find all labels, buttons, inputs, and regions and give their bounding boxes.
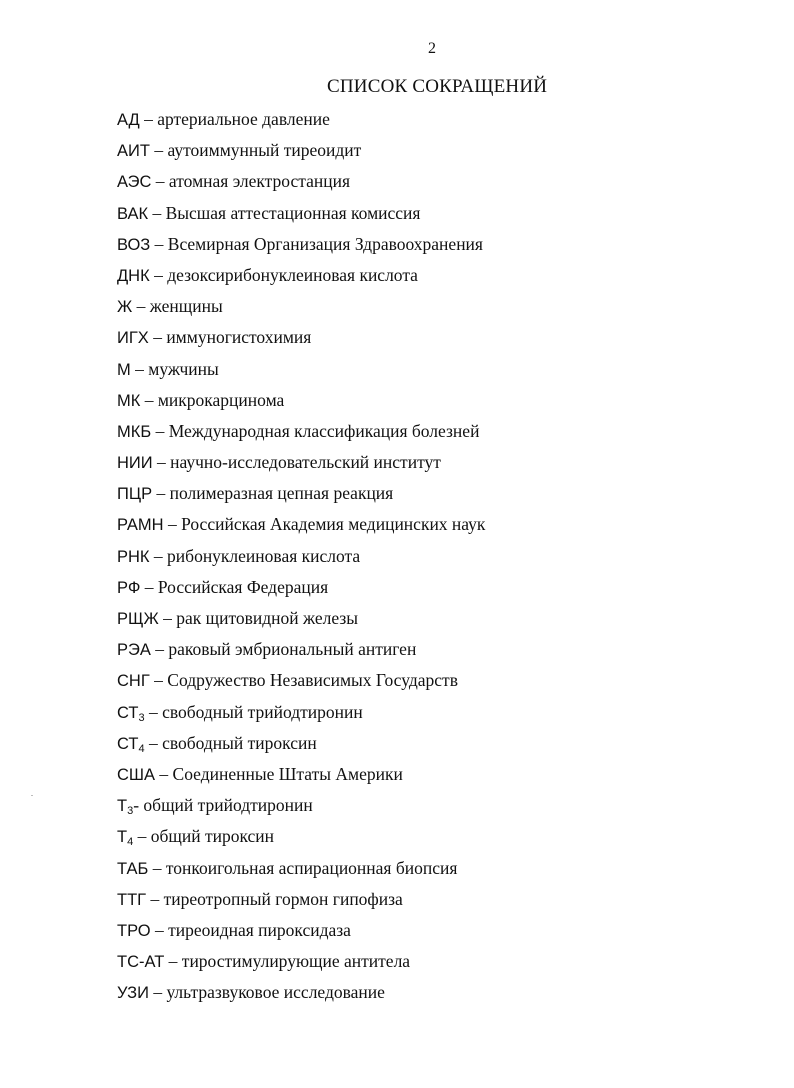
abbreviation-definition: атомная электростанция	[168, 171, 351, 192]
abbreviation-entry	[117, 418, 485, 449]
abbreviation-entry	[117, 324, 485, 355]
abbreviation-term	[117, 704, 145, 722]
page-title: СПИСОК СОКРАЩЕНИЙ	[327, 76, 548, 97]
abbreviation-separator: –	[151, 171, 169, 192]
abbreviation-term	[117, 267, 150, 285]
abbreviation-term	[117, 797, 134, 818]
abbreviation-term	[117, 672, 150, 690]
abbreviation-term	[117, 329, 149, 347]
abbreviation-separator: –	[158, 608, 177, 628]
abbreviation-entry	[117, 730, 485, 761]
abbreviation-definition: рак щитовидной железы	[176, 608, 359, 628]
abbreviation-term-text: МКБ	[117, 422, 152, 441]
abbreviation-entry	[117, 293, 485, 324]
abbreviation-term	[117, 516, 164, 534]
abbreviation-entry	[117, 511, 485, 542]
abbreviation-entry	[117, 574, 485, 605]
abbreviation-subscript: 4	[138, 742, 145, 755]
abbreviation-term	[117, 236, 150, 254]
abbreviation-term-text: ТТГ	[117, 890, 147, 909]
abbreviation-term-text: АД	[117, 111, 140, 129]
abbreviation-entry	[117, 979, 485, 1010]
abbreviation-term-text: ТС-АТ	[117, 953, 165, 972]
abbreviation-separator: –	[148, 202, 166, 223]
abbreviation-term	[117, 205, 148, 223]
abbreviation-separator: –	[163, 514, 182, 535]
abbreviation-entry	[117, 231, 485, 262]
abbreviation-term	[117, 423, 151, 441]
abbreviation-term-text: РЭА	[117, 641, 151, 660]
abbreviation-separator: -	[133, 795, 144, 816]
abbreviation-separator: –	[150, 919, 169, 940]
abbreviation-definition: полимеразная цепная реакция	[169, 483, 394, 504]
abbreviation-subscript: 3	[127, 805, 134, 818]
abbreviation-term	[117, 610, 159, 628]
abbreviation-term	[117, 828, 134, 849]
abbreviation-definition: общий тироксин	[150, 826, 275, 847]
abbreviation-entry	[117, 823, 485, 854]
abbreviation-term	[117, 485, 152, 503]
scan-speck	[31, 795, 33, 796]
abbreviation-separator: –	[144, 732, 163, 753]
abbreviation-separator: –	[149, 670, 168, 691]
abbreviation-definition: Соединенные Штаты Америки	[172, 763, 403, 784]
abbreviation-term	[117, 641, 151, 659]
abbreviation-entry	[117, 667, 485, 698]
abbreviation-term-text: Т	[117, 797, 128, 816]
abbreviation-entry	[117, 855, 485, 886]
abbreviation-term-text: ВОЗ	[117, 235, 151, 254]
abbreviation-definition: тонкоигольная аспирационная биопсия	[165, 857, 458, 878]
abbreviation-entry	[117, 387, 485, 418]
abbreviation-definition: мужчины	[148, 358, 219, 379]
abbreviation-subscript: 3	[138, 711, 145, 724]
abbreviation-separator: –	[146, 888, 164, 909]
abbreviation-term	[117, 548, 150, 566]
abbreviation-entry	[117, 948, 485, 979]
abbreviation-entry	[117, 699, 485, 730]
abbreviation-definition: Международная классификация болезней	[168, 420, 480, 441]
abbreviation-separator: –	[133, 826, 151, 847]
abbreviation-term	[117, 891, 146, 909]
abbreviation-definition: тиреотропный гормон гипофиза	[163, 888, 403, 909]
abbreviation-entry	[117, 106, 485, 137]
abbreviation-term-text: АЭС	[117, 173, 152, 192]
abbreviation-entry	[117, 480, 485, 511]
abbreviation-definition: артериальное давление	[157, 109, 330, 129]
abbreviation-separator: –	[150, 639, 169, 660]
abbreviation-term	[117, 579, 140, 597]
abbreviation-list	[117, 106, 485, 1010]
abbreviation-definition: аутоиммунный тиреоидит	[167, 140, 362, 161]
abbreviation-definition: рибонуклеиновая кислота	[167, 545, 361, 566]
abbreviation-term	[117, 984, 149, 1002]
abbreviation-term-text: РЩЖ	[117, 610, 159, 628]
abbreviation-definition: Российская Академия медицинских наук	[181, 514, 486, 535]
abbreviation-term-text: СНГ	[117, 672, 150, 691]
abbreviation-definition: общий трийодтиронин	[143, 795, 313, 816]
abbreviation-entry	[117, 356, 485, 387]
abbreviation-term-text: Ж	[117, 298, 133, 317]
abbreviation-entry	[117, 761, 485, 792]
abbreviation-definition: Российская Федерация	[157, 576, 329, 597]
abbreviation-term	[117, 735, 145, 753]
abbreviation-term	[117, 922, 151, 940]
abbreviation-term	[117, 953, 164, 971]
abbreviation-separator: –	[155, 763, 173, 784]
abbreviation-term-text: ВАК	[117, 204, 149, 223]
abbreviation-entry	[117, 886, 485, 917]
abbreviation-term	[117, 173, 151, 191]
abbreviation-separator: –	[152, 452, 171, 473]
abbreviation-entry	[117, 449, 485, 480]
abbreviation-separator: –	[139, 109, 158, 129]
abbreviation-separator: –	[148, 327, 167, 348]
abbreviation-definition: свободный тироксин	[162, 732, 317, 753]
abbreviation-entry	[117, 917, 485, 948]
abbreviation-term	[117, 111, 140, 129]
abbreviation-definition: дезоксирибонуклеиновая кислота	[167, 264, 418, 285]
abbreviation-definition: женщины	[149, 296, 223, 317]
abbreviation-subscript: 4	[127, 836, 134, 849]
abbreviation-term-text: М	[117, 360, 131, 379]
abbreviation-separator: –	[130, 358, 149, 379]
abbreviation-definition: микрокарцинома	[157, 389, 285, 410]
abbreviation-separator: –	[144, 701, 163, 722]
abbreviation-definition: ультразвуковое исследование	[166, 982, 385, 1003]
abbreviation-separator: –	[152, 483, 170, 504]
abbreviation-definition: тиреоидная пироксидаза	[168, 919, 351, 940]
abbreviation-entry	[117, 605, 485, 636]
abbreviation-term-text: РАМН	[117, 516, 164, 535]
abbreviation-separator: –	[140, 576, 158, 597]
abbreviation-term	[117, 860, 148, 878]
abbreviation-term-text: АИТ	[117, 142, 150, 161]
abbreviation-separator: –	[140, 389, 158, 410]
abbreviation-term-text: УЗИ	[117, 984, 149, 1003]
abbreviation-separator: –	[164, 951, 182, 972]
abbreviation-term-text: НИИ	[117, 454, 153, 473]
abbreviation-definition: научно-исследовательский институт	[170, 452, 441, 473]
abbreviation-entry	[117, 636, 485, 667]
abbreviation-entry	[117, 168, 485, 199]
abbreviation-term-text: РФ	[117, 578, 141, 597]
abbreviation-separator: –	[149, 140, 168, 161]
abbreviation-entry	[117, 262, 485, 293]
abbreviation-entry	[117, 792, 485, 823]
abbreviation-definition: тиростимулирующие антитела	[181, 951, 411, 972]
abbreviation-definition: свободный трийодтиронин	[162, 701, 363, 722]
abbreviation-term	[117, 454, 153, 472]
abbreviation-separator: –	[148, 982, 167, 1003]
abbreviation-term	[117, 392, 140, 410]
abbreviation-definition: Содружество Независимых Государств	[167, 670, 458, 691]
abbreviation-term-text: ДНК	[117, 266, 150, 285]
abbreviation-term-text: РНК	[117, 547, 150, 566]
abbreviation-term-text: СТ	[117, 703, 139, 722]
abbreviation-term-text: СТ	[117, 734, 139, 753]
abbreviation-definition: Высшая аттестационная комиссия	[165, 202, 421, 223]
abbreviation-separator: –	[149, 264, 168, 285]
abbreviation-term	[117, 142, 150, 160]
abbreviation-term	[117, 766, 155, 784]
abbreviation-term	[117, 298, 132, 316]
abbreviation-term-text: США	[117, 765, 156, 784]
abbreviation-separator: –	[150, 233, 168, 254]
abbreviation-separator: –	[132, 296, 150, 317]
abbreviation-separator: –	[149, 545, 168, 566]
abbreviation-entry	[117, 137, 485, 168]
abbreviation-term-text: ИГХ	[117, 329, 149, 348]
abbreviation-term-text: ПЦР	[117, 485, 153, 504]
abbreviation-definition: иммуногистохимия	[166, 327, 312, 348]
page-number: 2	[428, 40, 436, 57]
abbreviation-term-text: ТАБ	[117, 859, 149, 878]
abbreviation-term-text: Т	[117, 828, 128, 847]
abbreviation-term-text: МК	[117, 391, 141, 410]
abbreviation-entry	[117, 543, 485, 574]
abbreviation-term-text: ТРО	[117, 921, 151, 940]
abbreviation-separator: –	[151, 420, 169, 441]
abbreviation-term	[117, 361, 131, 379]
abbreviation-definition: Всемирная Организация Здравоохранения	[167, 233, 483, 254]
abbreviation-entry	[117, 200, 485, 231]
abbreviation-separator: –	[148, 857, 166, 878]
abbreviation-definition: раковый эмбриональный антиген	[168, 639, 417, 660]
